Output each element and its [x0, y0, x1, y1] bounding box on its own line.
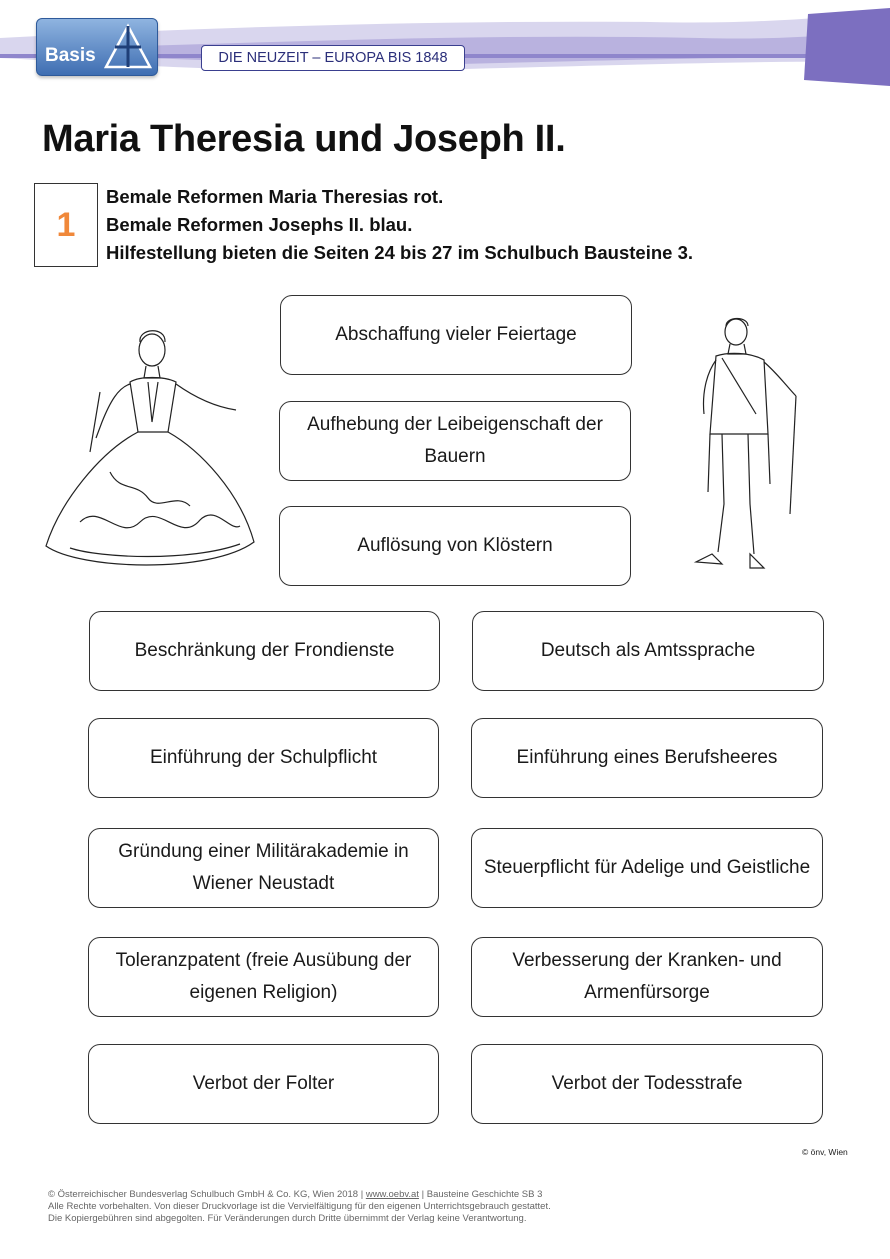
joseph-ii-illustration [688, 314, 812, 576]
image-credit: © önv, Wien [802, 1147, 848, 1157]
reform-card[interactable]: Auflösung von Klöstern [279, 506, 631, 586]
task-number: 1 [56, 206, 76, 244]
page-title: Maria Theresia und Joseph II. [42, 118, 566, 160]
reform-card[interactable]: Deutsch als Amtssprache [472, 611, 824, 691]
reform-card[interactable]: Toleranzpatent (freie Ausübung der eigenen Religion) [88, 937, 439, 1017]
footer-line-2: Alle Rechte vorbehalten. Von dieser Druckvorlage ist die Vervielfältigung für den eigenen Unterrichtsgebrauch gestattet. [48, 1201, 551, 1212]
instruction-line-3: Hilfestellung bieten die Seiten 24 bis 27 im Schulbuch Bausteine 3. [106, 242, 694, 263]
reform-card[interactable]: Verbot der Folter [88, 1044, 439, 1124]
instruction-line-1: Bemale Reformen Maria Theresias rot. [106, 186, 444, 207]
logo-triangle-icon [103, 23, 153, 71]
section-label: DIE NEUZEIT – EUROPA BIS 1848 [201, 45, 465, 71]
reform-card[interactable]: Beschränkung der Frondienste [89, 611, 440, 691]
basis-logo [36, 18, 158, 76]
reform-card[interactable]: Verbot der Todesstrafe [471, 1044, 823, 1124]
maria-theresia-illustration [40, 322, 262, 582]
reform-card[interactable]: Einführung eines Berufsheeres [471, 718, 823, 798]
footer [48, 1189, 551, 1225]
publisher-link[interactable]: www.oebv.at [365, 1189, 419, 1200]
reform-card[interactable]: Verbesserung der Kranken- und Armenfürsorge [471, 937, 823, 1017]
reform-card[interactable]: Gründung einer Militärakademie in Wiener Neustadt [88, 828, 439, 908]
task-number-box [34, 183, 98, 267]
reform-card[interactable]: Abschaffung vieler Feiertage [280, 295, 632, 375]
reform-card[interactable]: Steuerpflicht für Adelige und Geistliche [471, 828, 823, 908]
footer-line-1: © Österreichischer Bundesverlag Schulbuch GmbH & Co. KG, Wien 2018 | www.oebv.at | Bausteine Geschichte SB 3 [48, 1189, 543, 1200]
reform-card[interactable]: Aufhebung der Leibeigenschaft der Bauern [279, 401, 631, 481]
logo-text: Basis [45, 45, 96, 66]
reform-card[interactable]: Einführung der Schulpflicht [88, 718, 439, 798]
instruction-line-2: Bemale Reformen Josephs II. blau. [106, 214, 413, 235]
footer-line-3: Die Kopiergebühren sind abgegolten. Für Veränderungen durch Dritte übernimmt der Verlag keine Verantwortung. [48, 1213, 527, 1224]
